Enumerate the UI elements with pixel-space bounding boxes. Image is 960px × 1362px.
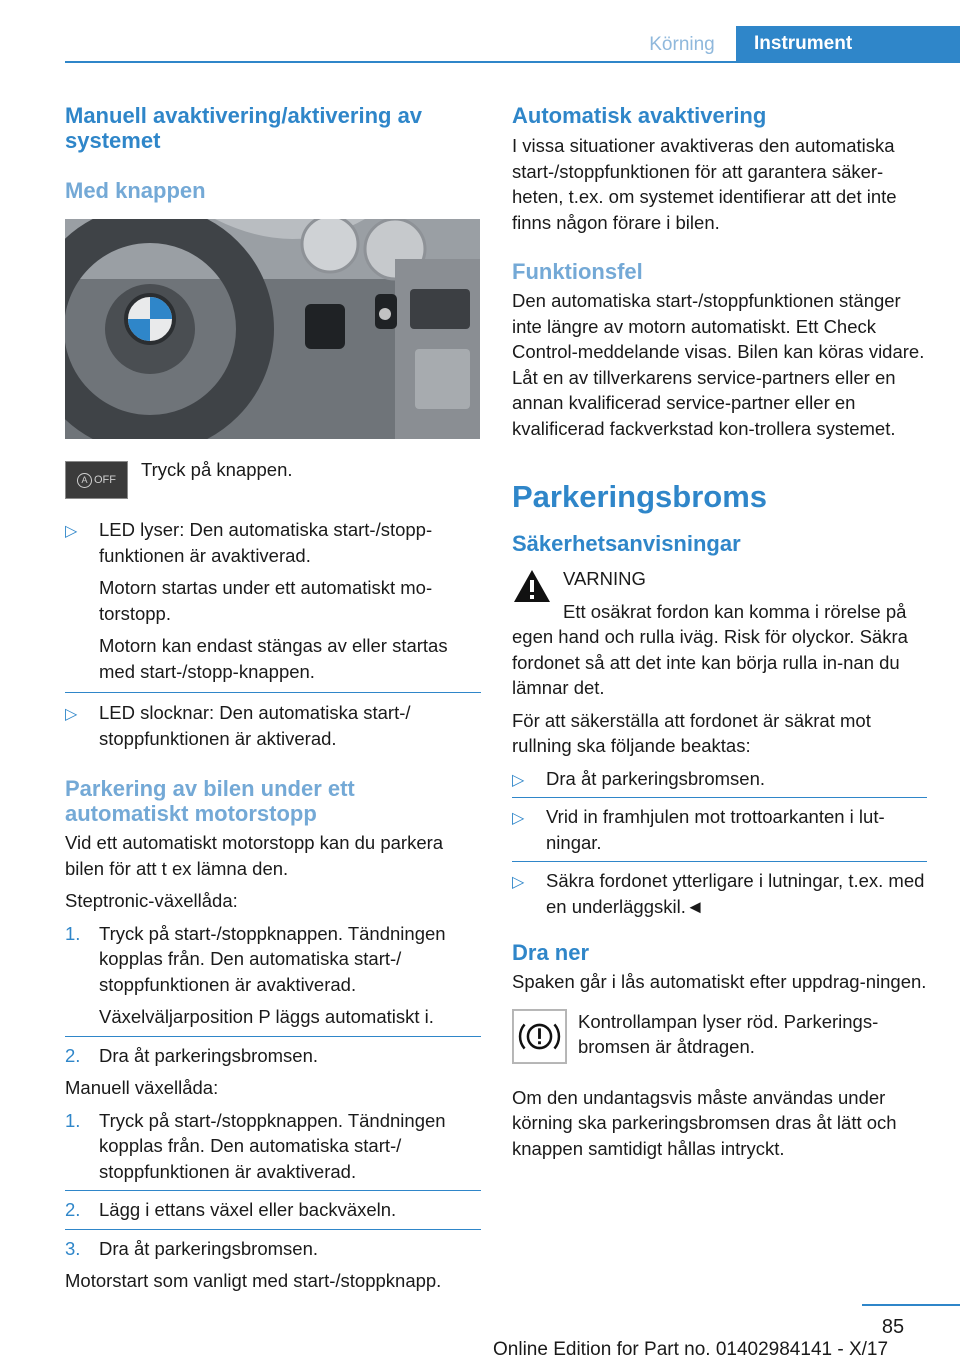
triangle-bullet-icon: ▷ [512, 771, 525, 789]
list-item-text: Vrid in framhjulen mot trottoarkanten i lut-ningar. [546, 806, 885, 853]
step-number: 1. [65, 922, 81, 944]
button-instruction-row [65, 461, 481, 503]
triangle-bullet-icon: ▷ [512, 874, 525, 891]
list-item [65, 693, 481, 751]
warning-triangle-icon [512, 568, 552, 604]
list-item [65, 1191, 481, 1229]
step-text: Dra åt parkeringsbromsen. [99, 1044, 319, 1066]
led-bullet-list [65, 517, 481, 751]
list-item-text: LED slocknar: Den automatiska start-/ stoppfunktionen är aktiverad. [99, 702, 411, 749]
step-text: Växelväljarposition P läggs automatiskt i. [99, 1006, 434, 1027]
heading-auto-deactivation: Automatisk avaktivering [512, 103, 767, 128]
parking-brake-lamp-icon [512, 1009, 567, 1064]
step-number: 1. [65, 1109, 81, 1131]
list-item-text: Motorn startas under ett automatiskt mo-torstopp. [99, 577, 433, 624]
step-text: Dra åt parkeringsbromsen. [99, 1237, 319, 1259]
list-item-text: Motorn kan endast stängas av eller startas med start-/stopp-knappen. [99, 635, 448, 682]
tab-instrument[interactable]: Instrument [736, 26, 960, 62]
press-button-text: Tryck på knappen. [141, 459, 293, 480]
left-column [65, 100, 481, 1294]
list-item [512, 798, 927, 861]
auto-start-stop-off-icon: A OFF [65, 461, 128, 499]
warning-text: Ett osäkrat fordon kan komma i rörelse på egen hand och rulla iväg. Risk för olyckor. Säkra fordonet så att det inte kan börja rulla in-nan du lämnar det. [512, 600, 908, 698]
page-number: 85 [881, 1316, 905, 1338]
steering-wheel-photo [65, 219, 480, 439]
step-text: Tryck på start-/stoppknappen. Tändningen kopplas från. Den automatiska start-/ stoppfunktionen är avaktiverad. [99, 1109, 446, 1182]
triangle-bullet-icon: ▷ [512, 810, 525, 827]
list-item [512, 862, 927, 919]
right-column [512, 100, 927, 1161]
parking-intro-text: Vid ett automatiskt motorstopp kan du parkera bilen för att t ex lämna den. [65, 832, 444, 879]
list-item [65, 921, 481, 1036]
heading-with-button: Med knappen [65, 178, 206, 203]
motor-start-text: Motorstart som vanligt med start-/stoppknapp. [65, 1270, 442, 1291]
footer-rule [862, 1304, 960, 1306]
steptronic-label: Steptronic-växellåda: [65, 890, 238, 911]
heading-safety: Säkerhetsanvisningar [512, 531, 741, 556]
auto-deactivation-text: I vissa situationer avaktiveras den automatiska start-/stoppfunktionen för att garantera säker-heten, t.ex. om systemet identifierar att det inte finns någon förare i bilen. [512, 135, 897, 233]
heading-pull-up: Dra ner [512, 940, 590, 965]
triangle-bullet-icon: ▷ [65, 706, 78, 723]
warning-block [512, 566, 927, 701]
list-item [65, 1108, 481, 1191]
heading-parking-brake: Parkeringsbroms [512, 479, 767, 514]
step-text: Lägg i ettans växel eller backväxeln. [99, 1199, 397, 1220]
list-item-text: Dra åt parkeringsbromsen. [546, 767, 766, 789]
tab-korning[interactable]: Körning [649, 34, 715, 55]
ensure-text: För att säkerställa att fordonet är säkrat mot rullning ska följande beaktas: [512, 709, 871, 756]
list-item [65, 517, 481, 692]
ensure-bullet-list [512, 766, 927, 920]
manual-steps [65, 1108, 481, 1262]
heading-malfunction: Funktionsfel [512, 259, 643, 284]
manual-gearbox-label: Manuell växellåda: [65, 1077, 219, 1098]
heading-manual-deactivation: Manuell avaktivering/aktivering av systemet [65, 103, 423, 153]
steptronic-steps [65, 921, 481, 1069]
malfunction-text: Den automatiska start-/stoppfunktionen stänger inte längre av motorn automatiskt. Ett Check Control-meddelande visas. Bilen kan köras vidare. Låt en av tillverkarens service-partners eller en annan kvalificerad service-partner eller en kvalificerad fackverkstad kon-trollera systemet. [512, 290, 925, 439]
heading-parking-auto-stop: Parkering av bilen under ett automatiskt motorstopp [65, 776, 355, 826]
edition-text: Online Edition for Part no. 01402984141 - X/17 [493, 1339, 889, 1360]
list-item [65, 1037, 481, 1069]
pull-up-text: Spaken går i lås automatiskt efter uppdrag-ningen. [512, 971, 927, 992]
triangle-bullet-icon: ▷ [65, 523, 78, 540]
step-text: Tryck på start-/stoppknappen. Tändningen kopplas från. Den automatiska start-/ stoppfunktionen är avaktiverad. [99, 922, 446, 995]
header-rule [65, 61, 960, 63]
list-item [512, 766, 927, 798]
list-item [65, 1230, 481, 1262]
list-item-text: LED lyser: Den automatiska start-/stopp-funktionen är avaktiverad. [99, 519, 433, 566]
warning-title: VARNING [563, 568, 646, 589]
emergency-use-text: Om den undantagsvis måste användas under körning ska parkeringsbromsen dras åt lätt och knappen samtidigt hållas intryckt. [512, 1086, 897, 1159]
lamp-text: Kontrollampan lyser röd. Parkerings-bromsen är åtdragen. [578, 1010, 879, 1057]
step-number: 2. [65, 1044, 81, 1066]
list-item-text: Säkra fordonet ytterligare i lutningar, t.ex. med en underläggskil.◄ [546, 870, 925, 917]
step-number: 2. [65, 1199, 81, 1220]
lamp-block [512, 1009, 927, 1071]
step-number: 3. [65, 1237, 81, 1259]
